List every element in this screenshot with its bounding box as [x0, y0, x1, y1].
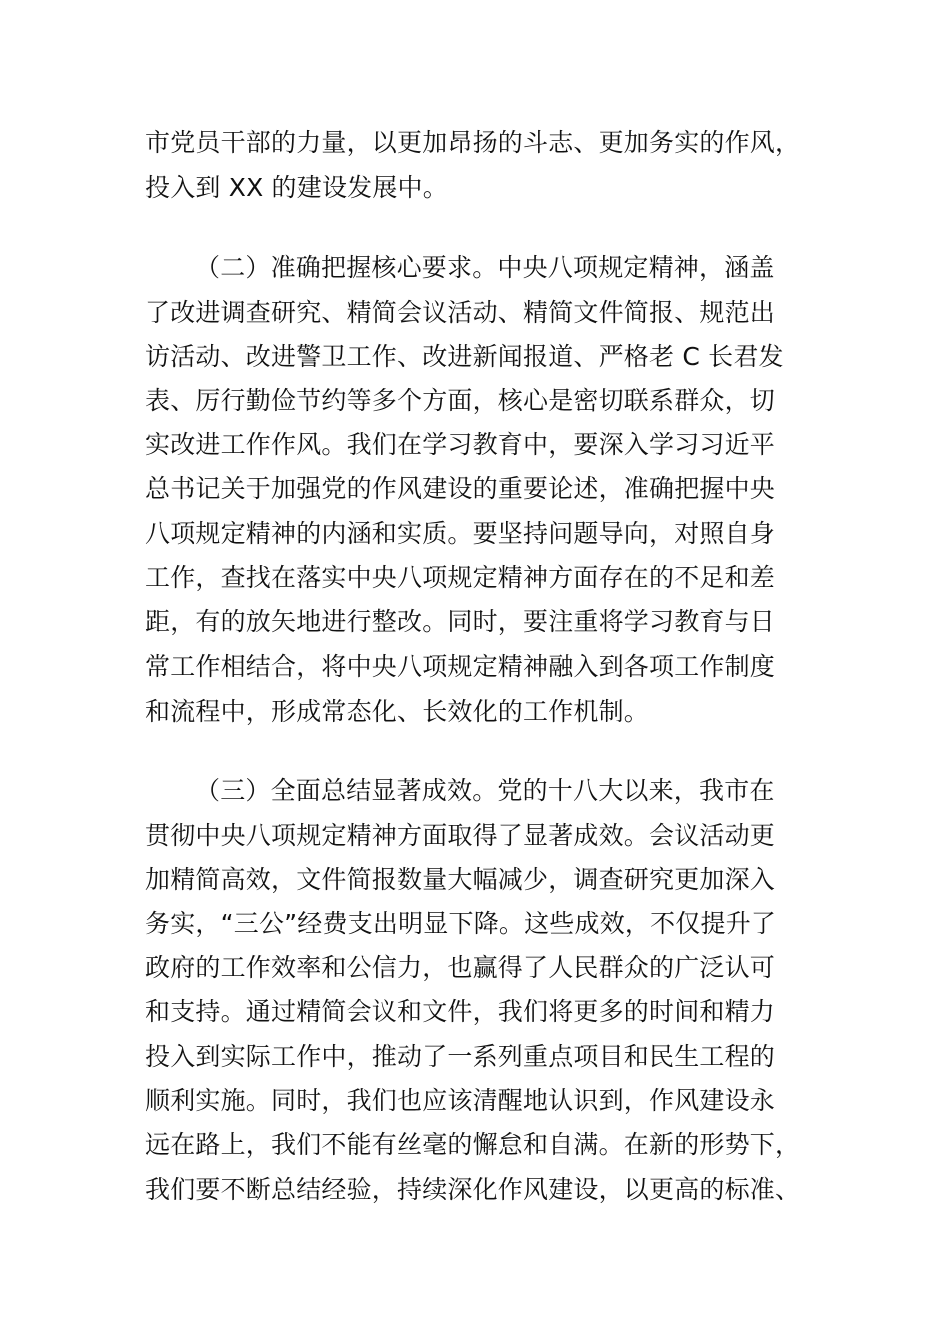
paragraph-line: 政府的工作效率和公信力，也赢得了人民群众的广泛认可 — [145, 953, 776, 982]
paragraph-line: 务实，“三公”经费支出明显下降。这些成效，不仅提升了 — [145, 909, 777, 938]
paragraph-line: 了改进调查研究、精简会议活动、精简文件简报、规范出 — [145, 298, 776, 327]
paragraph-line: 加精简高效，文件简报数量大幅减少，调查研究更加深入 — [145, 865, 776, 894]
paragraph-line: 顺利实施。同时，我们也应该清醒地认识到，作风建设永 — [145, 1086, 776, 1115]
paragraph-line: 工作，查找在落实中央八项规定精神方面存在的不足和差 — [145, 563, 776, 592]
section-3-heading-line: （三）全面总结显著成效。党的十八大以来，我市在 — [195, 776, 775, 805]
paragraph-line: 市党员干部的力量，以更加昂扬的斗志、更加务实的作风， — [145, 128, 801, 157]
paragraph-line: 常工作相结合，将中央八项规定精神融入到各项工作制度 — [145, 652, 776, 681]
paragraph-line: 投入到 XX 的建设发展中。 — [145, 173, 448, 202]
paragraph-line: 距，有的放矢地进行整改。同时，要注重将学习教育与日 — [145, 607, 776, 636]
paragraph-line: 和支持。通过精简会议和文件，我们将更多的时间和精力 — [145, 997, 776, 1026]
paragraph-line: 投入到实际工作中，推动了一系列重点项目和民生工程的 — [145, 1042, 776, 1071]
section-2-heading-line: （二）准确把握核心要求。中央八项规定精神，涵盖 — [195, 253, 775, 282]
paragraph-line: 贯彻中央八项规定精神方面取得了显著成效。会议活动更 — [145, 821, 776, 850]
paragraph-line: 和流程中，形成常态化、长效化的工作机制。 — [145, 697, 650, 726]
paragraph-line: 表、厉行勤俭节约等多个方面，核心是密切联系群众，切 — [145, 386, 776, 415]
paragraph-line: 实改进工作作风。我们在学习教育中，要深入学习习近平 — [145, 430, 776, 459]
paragraph-line: 访活动、改进警卫工作、改进新闻报道、严格老 C 长君发 — [145, 342, 784, 371]
paragraph-line: 总书记关于加强党的作风建设的重要论述，准确把握中央 — [145, 474, 776, 503]
paragraph-line: 远在路上，我们不能有丝毫的懈怠和自满。在新的形势下， — [145, 1130, 801, 1159]
paragraph-line: 我们要不断总结经验，持续深化作风建设，以更高的标准、 — [145, 1175, 801, 1204]
paragraph-line: 八项规定精神的内涵和实质。要坚持问题导向，对照自身 — [145, 519, 776, 548]
